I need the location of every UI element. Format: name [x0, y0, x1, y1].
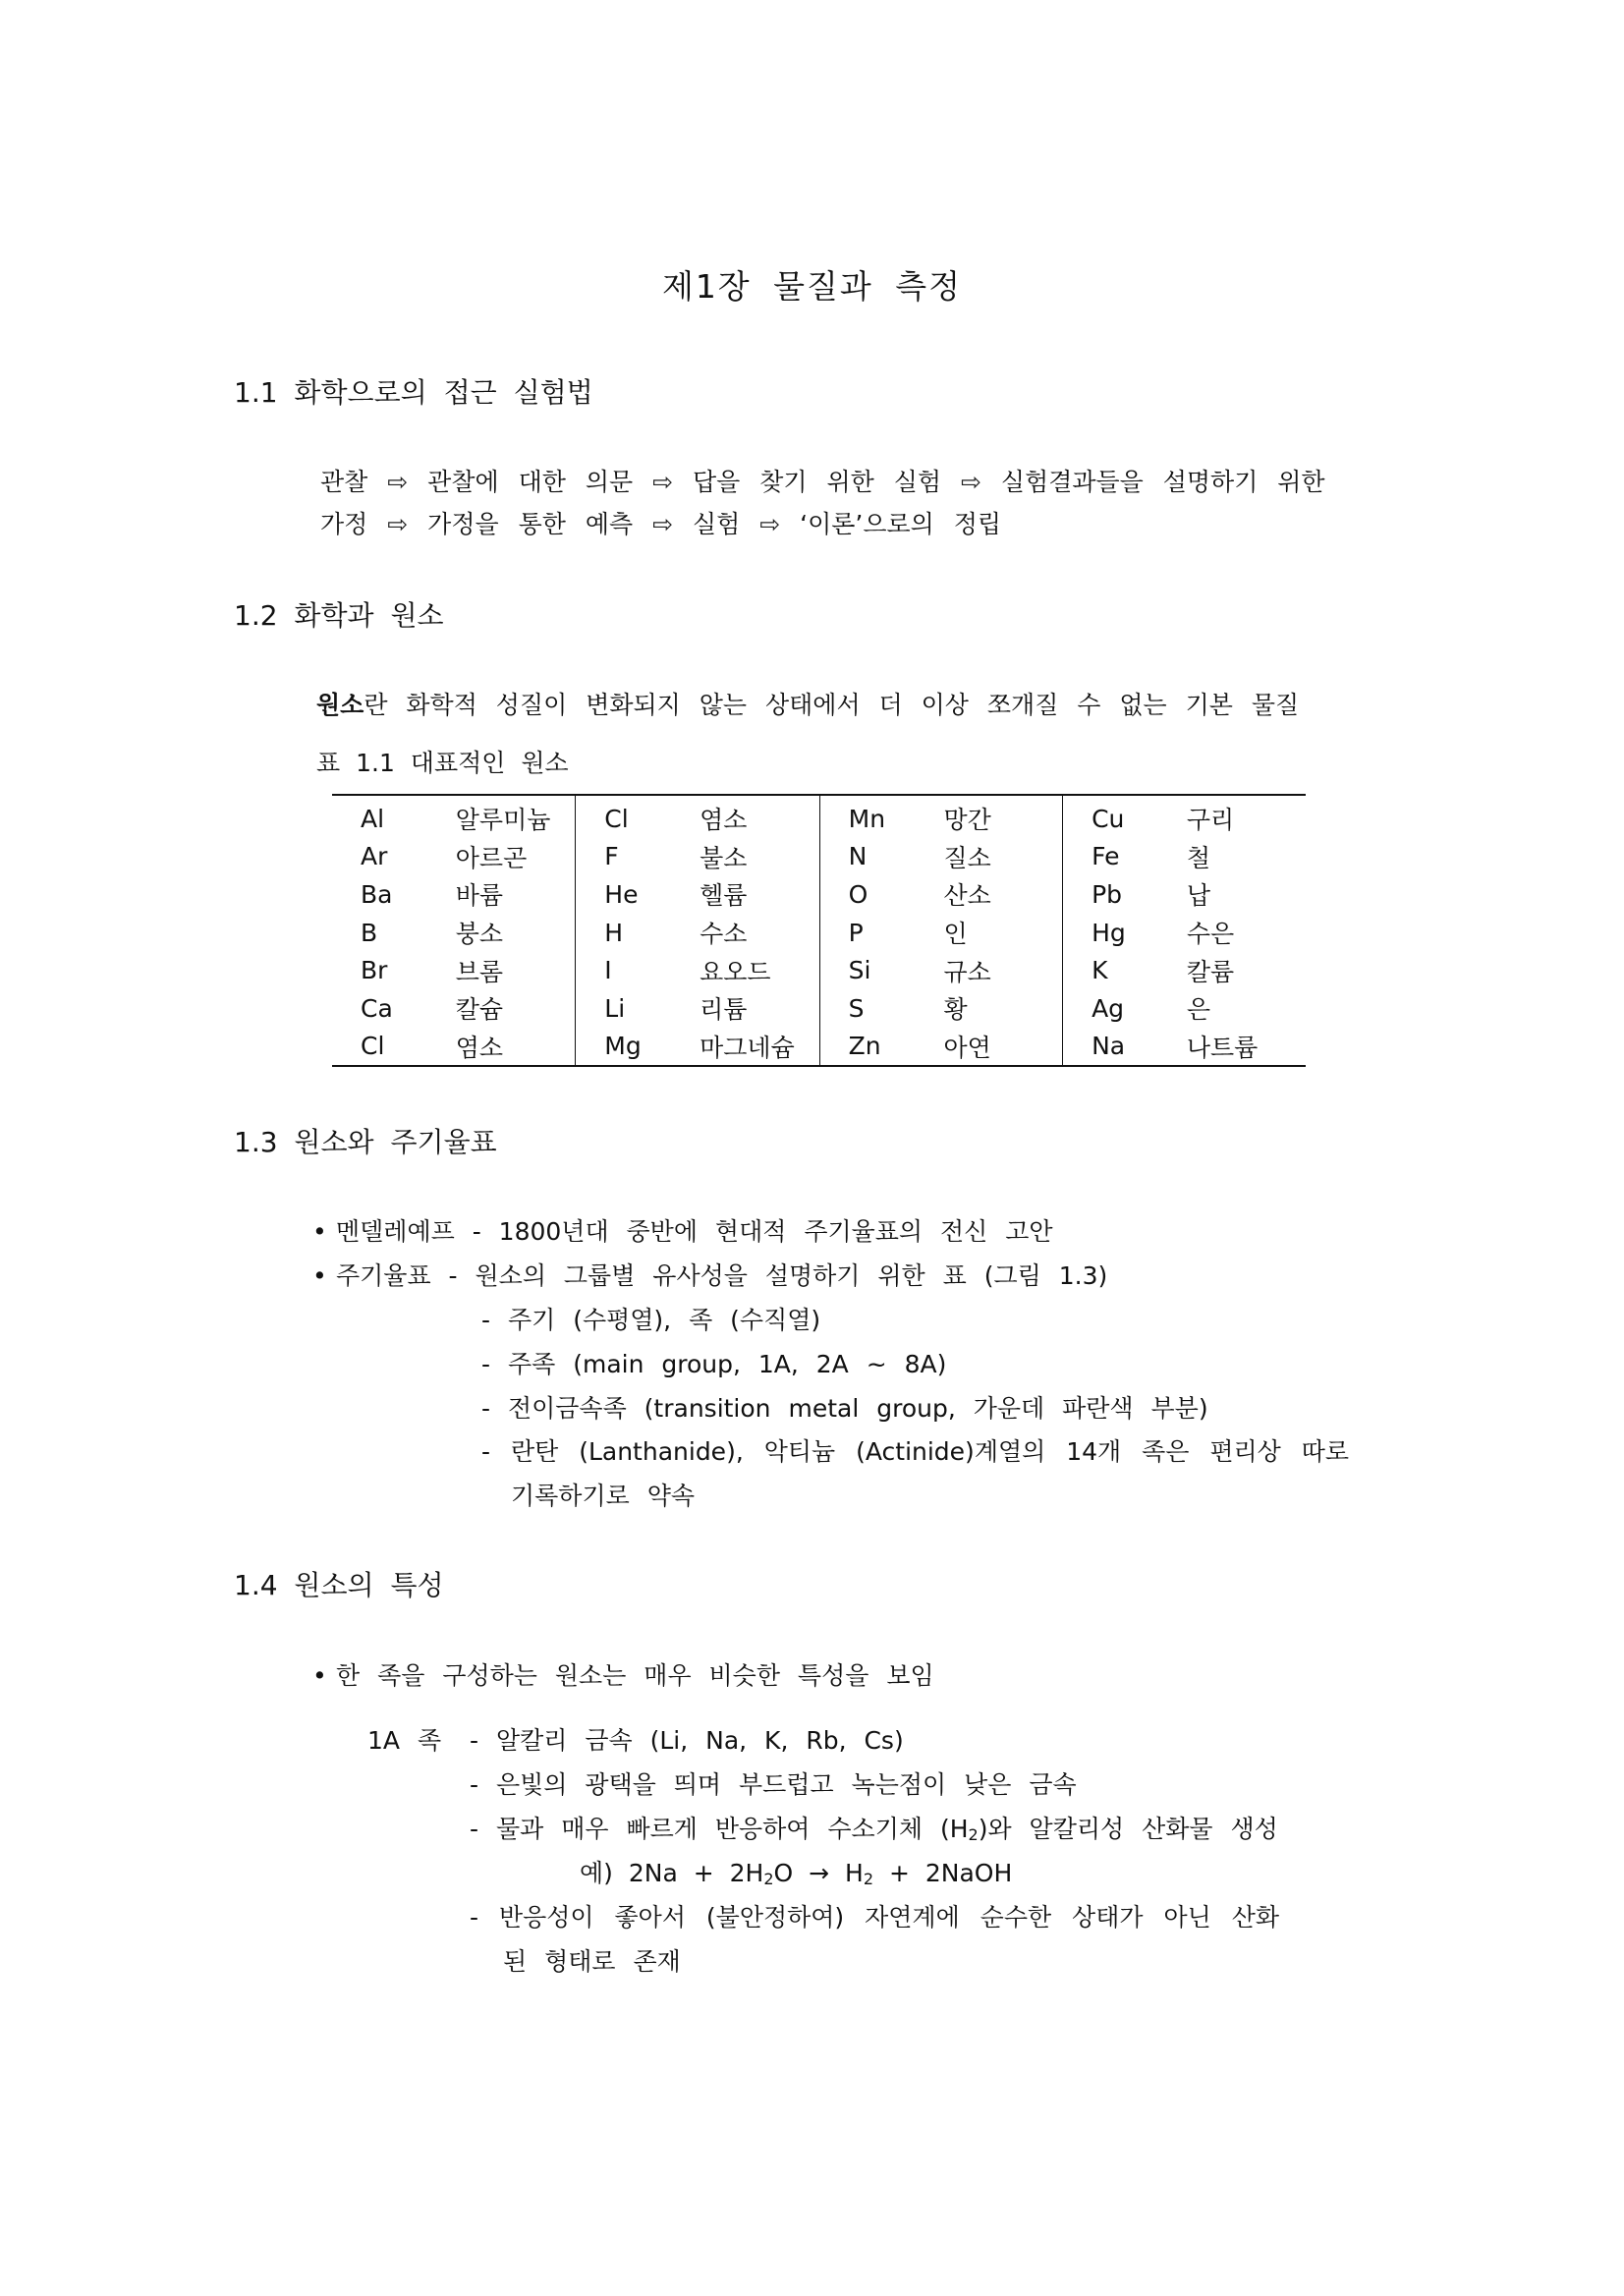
property-text: - 물과 매우 빠르게 반응하여 수소기체 (H: [470, 1815, 969, 1843]
flow-step: 실험결과들을 설명하기 위한: [1000, 468, 1325, 496]
element-name: 헬륨: [700, 875, 819, 914]
element-name: 바륨: [456, 875, 576, 914]
equation-part: + 2NaOH: [873, 1859, 1013, 1887]
table-row: [332, 989, 1306, 1028]
sub-item: - 전이금속족 (transition metal group, 가운데 파란색 부분): [481, 1394, 1208, 1423]
element-symbol: Zn: [848, 1032, 881, 1061]
table-caption: 표 1.1 대표적인 원소: [316, 749, 569, 777]
element-name: 납: [1186, 881, 1211, 911]
bullet-item: [312, 1212, 1053, 1248]
element-symbol: Br: [361, 956, 388, 985]
bullet-item: [312, 1656, 934, 1692]
element-symbol: Cl: [361, 1032, 385, 1061]
element-symbol: K: [1092, 956, 1108, 985]
element-name: 수소: [700, 914, 819, 952]
flow-step: 관찰: [320, 468, 368, 496]
bullet-icon: •: [312, 1661, 327, 1690]
element-name: 철: [1186, 843, 1211, 872]
element-name: 아르곤: [456, 838, 576, 876]
flow-step: 관찰에 대한 의문: [427, 468, 634, 496]
section-1-1-heading: 1.1 화학으로의 접근 실험법: [234, 376, 593, 409]
element-symbol: Cl: [604, 804, 629, 833]
element-name: 알루미늄: [456, 795, 576, 838]
arrow-icon: ⇨: [960, 468, 981, 496]
elements-table-body: [332, 795, 1306, 1066]
flow-step: 답을 찾기 위한 실험: [692, 468, 942, 496]
element-symbol: I: [604, 956, 612, 985]
property-item: [470, 1810, 1278, 1845]
property-item-continuation: 된 형태로 존재: [503, 1947, 681, 1976]
bullet-text: 멘델레예프 - 1800년대 중반에 현대적 주기율표의 전신 고안: [336, 1217, 1053, 1246]
element-symbol: Fe: [1092, 842, 1120, 871]
element-name: 수은: [1186, 920, 1235, 949]
table-row: [332, 875, 1306, 914]
flow-line-2: [320, 505, 1001, 540]
element-symbol: H: [604, 918, 624, 947]
bullet-text: 주기율표 - 원소의 그룹별 유사성을 설명하기 위한 표 (그림 1.3): [336, 1261, 1108, 1290]
equation-part: O → H: [773, 1859, 864, 1887]
element-symbol: Si: [848, 956, 871, 985]
bullet-text: 한 족을 구성하는 원소는 매우 비슷한 특성을 보임: [336, 1661, 934, 1690]
element-symbol: Li: [604, 993, 626, 1023]
element-symbol: Ar: [361, 842, 388, 871]
sub-item: - 주족 (main group, 1A, 2A ~ 8A): [481, 1350, 947, 1378]
reaction-example: [580, 1854, 1012, 1889]
flow-step: 실험: [692, 510, 741, 538]
bullet-item: [312, 1257, 1107, 1292]
element-symbol: Ba: [361, 879, 393, 909]
element-symbol: Ag: [1092, 993, 1125, 1023]
bullet-icon: •: [312, 1217, 327, 1246]
elements-table: [332, 794, 1306, 1067]
section-1-4-heading: 1.4 원소의 특성: [234, 1569, 444, 1601]
element-name: 붕소: [456, 914, 576, 952]
arrow-icon: ⇨: [652, 510, 674, 538]
element-name: 리튬: [700, 989, 819, 1028]
property-item: - 은빛의 광택을 띄며 부드럽고 녹는점이 낮은 금속: [470, 1770, 1077, 1799]
element-symbol: P: [848, 918, 864, 947]
element-name: 요오드: [700, 951, 819, 989]
subscript: 2: [763, 1870, 774, 1888]
element-symbol: Na: [1092, 1032, 1126, 1061]
subscript: 2: [863, 1870, 874, 1888]
sub-item-continuation: 기록하기로 약속: [511, 1482, 695, 1510]
element-symbol: Pb: [1092, 879, 1123, 909]
property-item: - 반응성이 좋아서 (불안정하여) 자연계에 순수한 상태가 아닌 산화: [470, 1903, 1280, 1932]
element-symbol: Cu: [1092, 804, 1125, 833]
element-name: 불소: [700, 838, 819, 876]
element-symbol: S: [848, 993, 865, 1023]
element-symbol: B: [361, 918, 378, 947]
element-symbol: O: [848, 879, 868, 909]
flow-line-1: [320, 463, 1325, 498]
sub-item: - 주기 (수평열), 족 (수직열): [481, 1306, 821, 1334]
element-name: 칼슘: [456, 989, 576, 1028]
subscript: 2: [968, 1825, 979, 1844]
element-name: 인: [943, 914, 1062, 952]
bullet-icon: •: [312, 1261, 327, 1290]
element-symbol: Ca: [361, 993, 393, 1023]
element-name: 칼륨: [1186, 957, 1235, 986]
element-symbol: He: [604, 879, 639, 909]
table-row: [332, 951, 1306, 989]
arrow-icon: ⇨: [387, 468, 409, 496]
element-name: 염소: [456, 1028, 576, 1067]
element-name: 규소: [943, 951, 1062, 989]
element-symbol: Mg: [604, 1032, 642, 1061]
element-name: 브롬: [456, 951, 576, 989]
table-row: [332, 1028, 1306, 1067]
flow-step: ‘이론’으로의 정립: [800, 510, 1002, 538]
chapter-title: 제1장 물질과 측정: [661, 267, 963, 306]
element-name: 망간: [943, 795, 1062, 838]
element-name: 나트륨: [1186, 1033, 1259, 1062]
section-1-3-heading: 1.3 원소와 주기율표: [234, 1126, 497, 1158]
element-symbol: Al: [361, 804, 385, 833]
flow-step: 가정을 통한 예측: [427, 510, 634, 538]
element-symbol: Mn: [848, 804, 886, 833]
element-name: 황: [943, 989, 1062, 1028]
element-name: 아연: [943, 1028, 1062, 1067]
element-name: 은: [1186, 995, 1211, 1025]
group-description: - 알칼리 금속 (Li, Na, K, Rb, Cs): [470, 1726, 904, 1755]
section-1-2-heading: 1.2 화학과 원소: [234, 599, 444, 632]
sub-item: - 란탄 (Lanthanide), 악티늄 (Actinide)계열의 14개 족은 편리상 따로: [481, 1437, 1350, 1466]
definition-term: 원소: [316, 691, 364, 719]
flow-step: 가정: [320, 510, 368, 538]
element-symbol: N: [848, 842, 868, 871]
arrow-icon: ⇨: [759, 510, 781, 538]
group-label: 1A 족: [367, 1726, 442, 1755]
element-definition: [316, 686, 1299, 721]
element-name: 질소: [943, 838, 1062, 876]
equation-part: 예) 2Na + 2H: [580, 1859, 764, 1887]
table-row: [332, 838, 1306, 876]
arrow-icon: ⇨: [652, 468, 674, 496]
element-name: 마그네슘: [700, 1028, 819, 1067]
element-name: 구리: [1186, 806, 1235, 835]
definition-text: 란 화학적 성질이 변화되지 않는 상태에서 더 이상 쪼개질 수 없는 기본 물질: [364, 691, 1300, 719]
property-text: )와 알칼리성 산화물 생성: [978, 1815, 1278, 1843]
element-symbol: F: [604, 842, 619, 871]
table-row: [332, 914, 1306, 952]
element-name: 염소: [700, 795, 819, 838]
element-name: 산소: [943, 875, 1062, 914]
arrow-icon: ⇨: [387, 510, 409, 538]
element-symbol: Hg: [1092, 918, 1126, 947]
table-row: [332, 795, 1306, 838]
